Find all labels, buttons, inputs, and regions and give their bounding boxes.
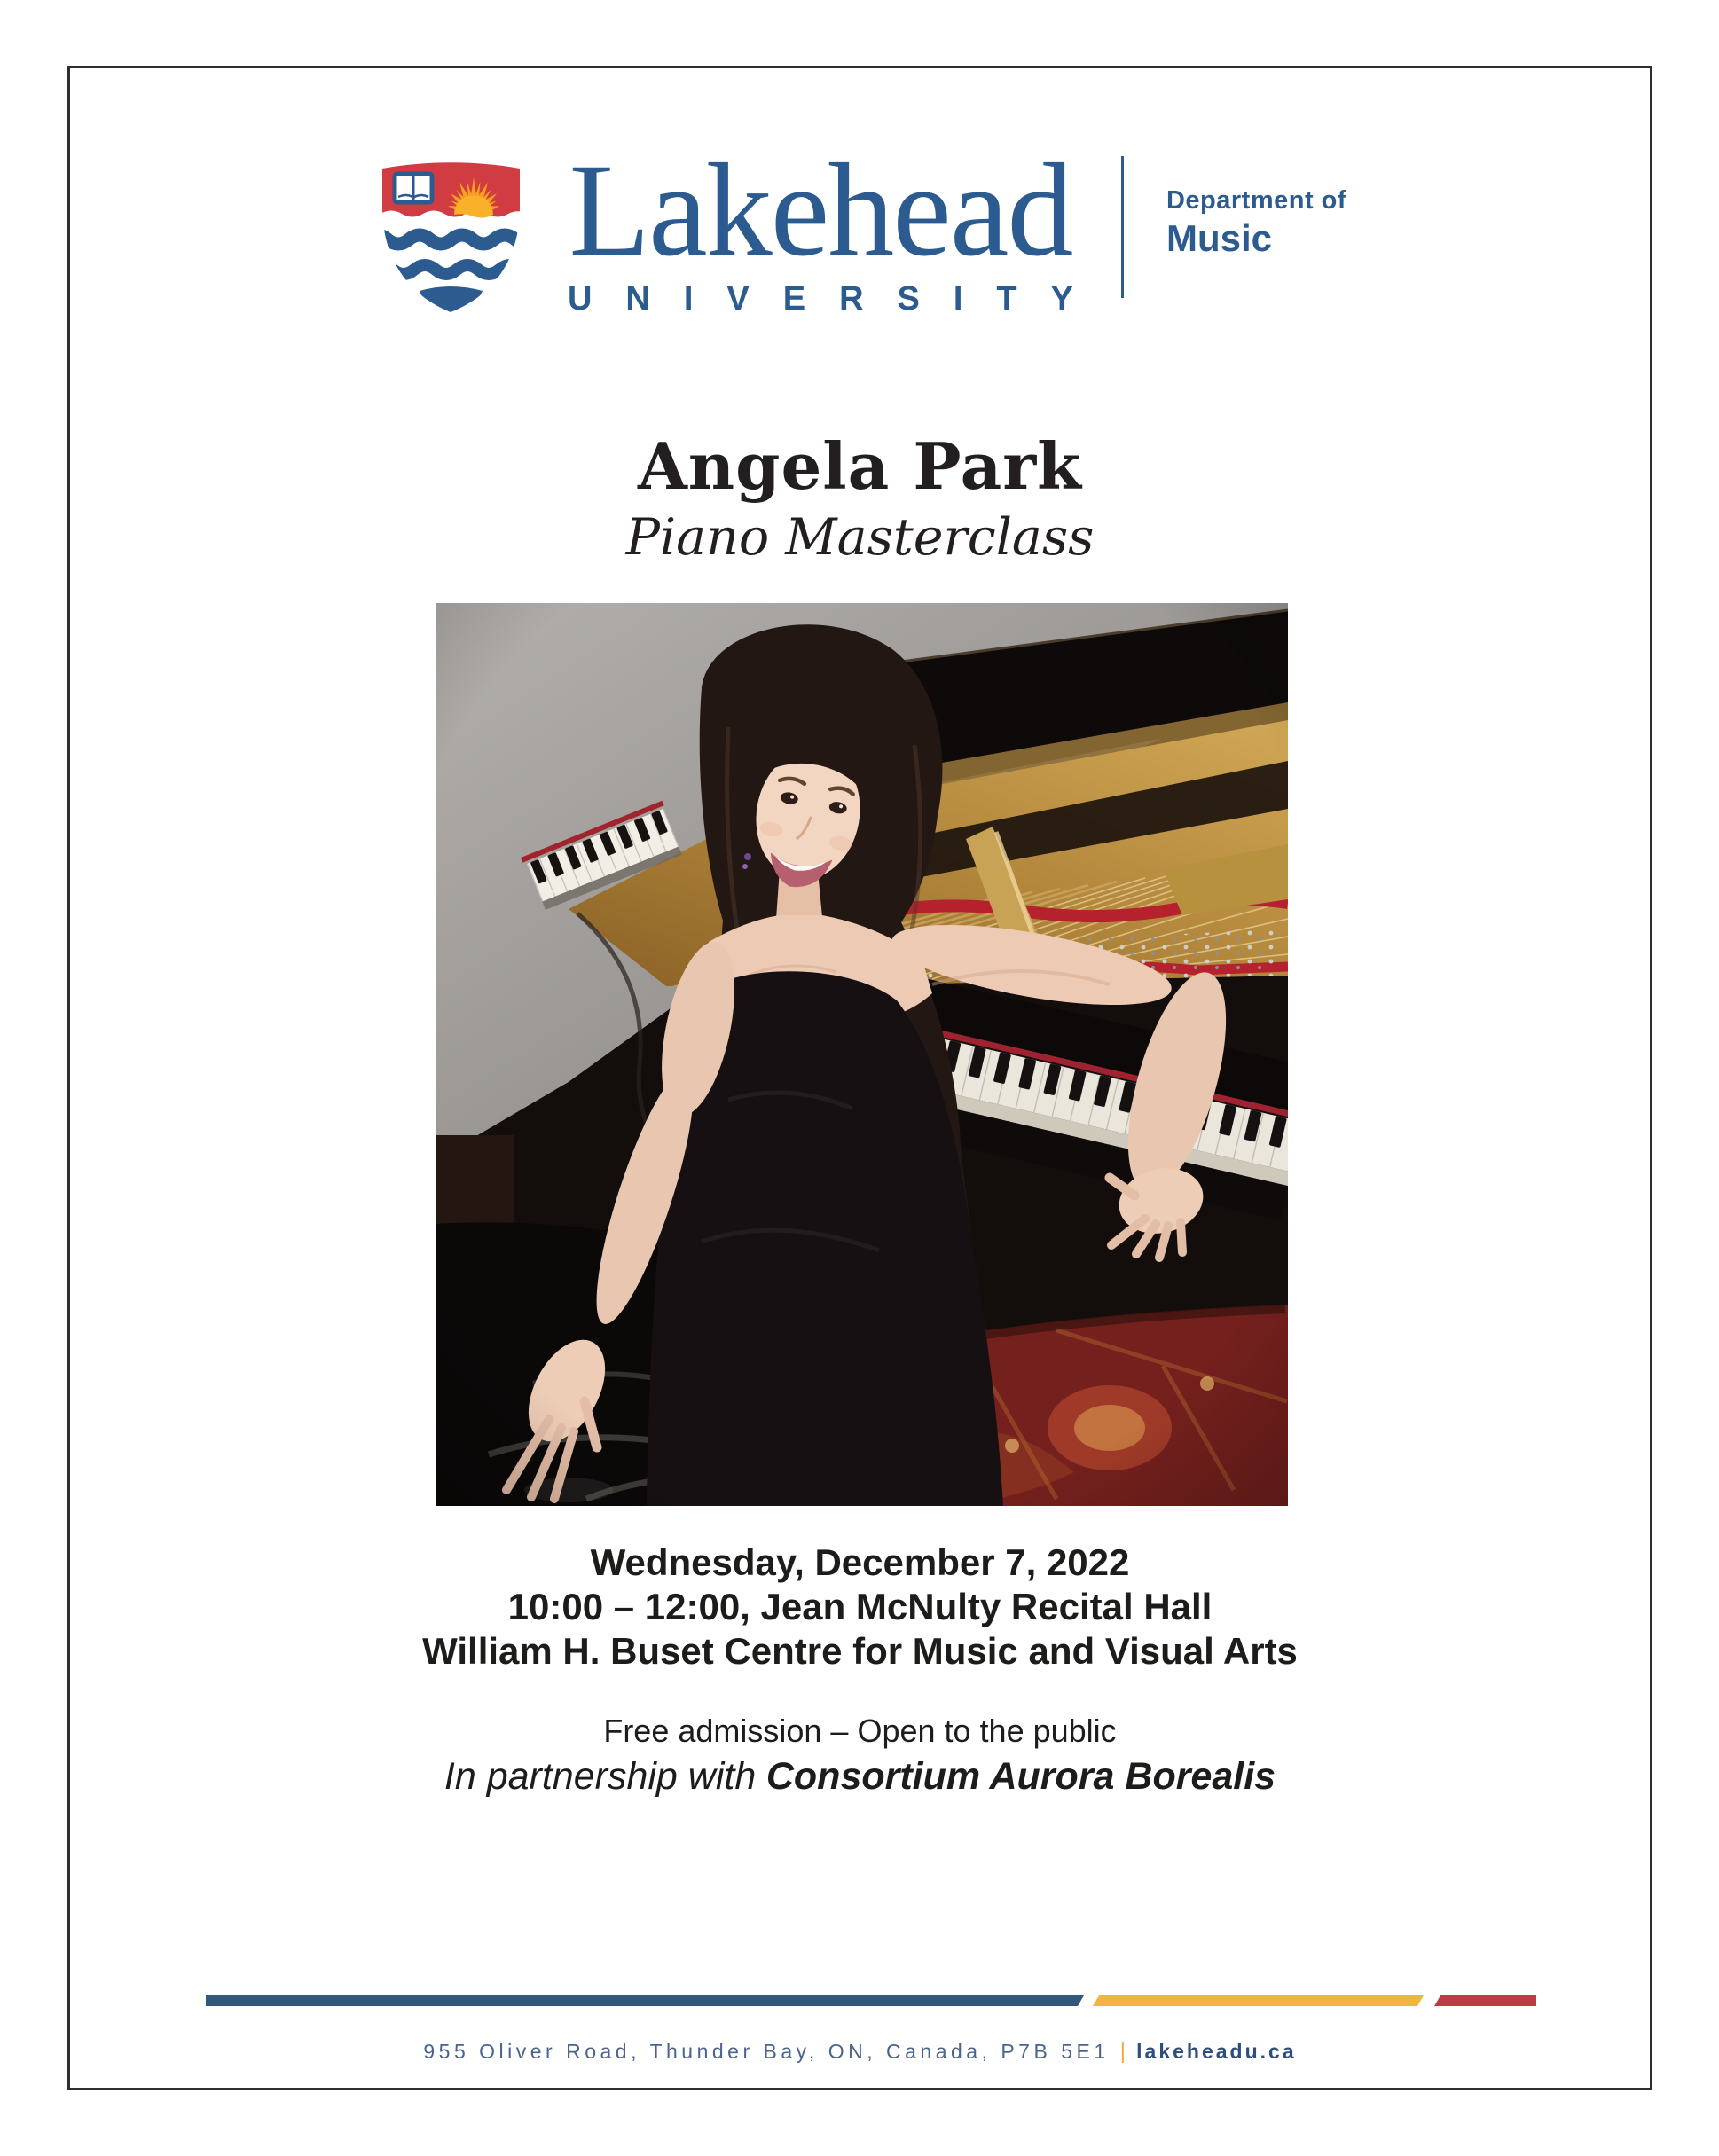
university-name-sub: UNIVERSITY [567,280,1107,318]
logo-divider [1121,156,1124,298]
department-name: Music [1166,217,1273,259]
event-title: Angela Park [637,428,1083,504]
partnership-note [70,1753,1650,1799]
artist-photo-illustration [436,603,1288,1506]
artist-photo [436,603,1288,1506]
event-building: William H. Buset Centre for Music and Visual Arts [422,1630,1298,1672]
university-name: Lakehead [569,137,1072,284]
department-of-label: Department of [1166,186,1347,215]
partnership-prefix: In partnership with [443,1755,757,1798]
event-details [70,1541,1650,1799]
bar-red-segment [1434,1995,1536,2006]
address-separator: | [1119,2039,1126,2064]
street-address: 955 Oliver Road, Thunder Bay, ON, Canada, P7B 5E1 [423,2040,1110,2063]
title-block [70,430,1650,567]
university-logo [70,137,1650,318]
department-lockup [1166,186,1346,260]
university-wordmark [567,137,1107,318]
university-website: lakeheadu.ca [1136,2040,1297,2063]
bar-yellow-segment [1093,1995,1424,2006]
event-date: Wednesday, December 7, 2022 [590,1541,1130,1583]
lakehead-shield-icon [373,158,529,316]
event-subtitle: Piano Masterclass [625,507,1095,567]
admission-note: Free admission – Open to the public [603,1713,1117,1749]
footer-address-line [70,2039,1650,2065]
bar-blue-segment [206,1995,1084,2006]
event-time-venue: 10:00 – 12:00, Jean McNulty Recital Hall [507,1586,1213,1627]
poster-frame [67,66,1652,2090]
partnership-partner: Consortium Aurora Borealis [765,1755,1276,1798]
footer-accent-bar [206,1995,1536,2006]
